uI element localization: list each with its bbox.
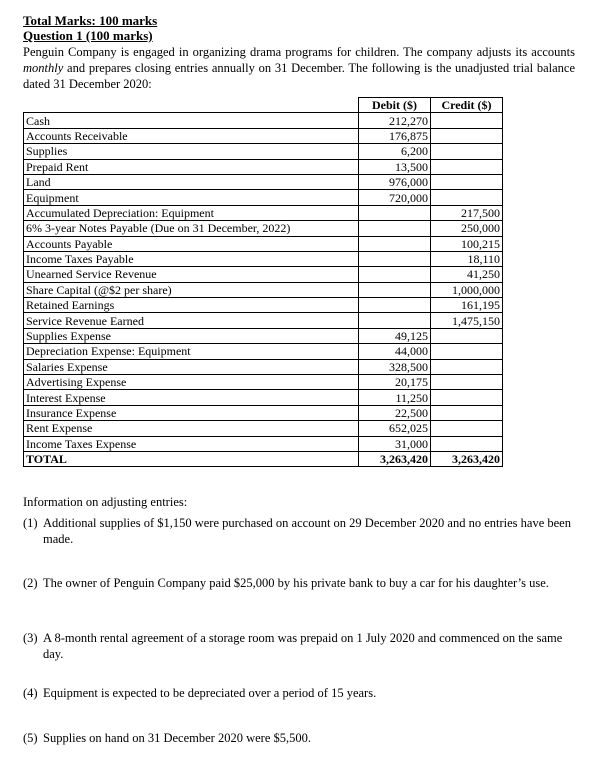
- table-row: [24, 405, 503, 420]
- debit-cell: [359, 236, 431, 251]
- total-debit: 3,263,420: [359, 451, 431, 466]
- credit-cell: [431, 328, 503, 343]
- table-row: [24, 282, 503, 297]
- credit-header: Credit ($): [431, 98, 503, 113]
- account-cell: Prepaid Rent: [24, 159, 359, 174]
- table-row: [24, 144, 503, 159]
- debit-cell: 31,000: [359, 436, 431, 451]
- entry-text: The owner of Penguin Company paid $25,000 by his private bank to buy a car for his daughter’s use.: [43, 576, 549, 590]
- debit-cell: 652,025: [359, 421, 431, 436]
- account-cell: Accumulated Depreciation: Equipment: [24, 205, 359, 220]
- table-row: [24, 375, 503, 390]
- credit-cell: 100,215: [431, 236, 503, 251]
- entry-number: (4): [23, 686, 38, 700]
- account-cell: Advertising Expense: [24, 375, 359, 390]
- table-row: [24, 174, 503, 189]
- credit-cell: 1,000,000: [431, 282, 503, 297]
- debit-header: Debit ($): [359, 98, 431, 113]
- credit-cell: 217,500: [431, 205, 503, 220]
- credit-cell: [431, 359, 503, 374]
- account-cell: Supplies: [24, 144, 359, 159]
- credit-cell: [431, 174, 503, 189]
- credit-cell: [431, 128, 503, 143]
- credit-cell: [431, 436, 503, 451]
- intro-emphasis: monthly: [23, 61, 64, 75]
- credit-cell: 161,195: [431, 298, 503, 313]
- total-credit: 3,263,420: [431, 451, 503, 466]
- debit-cell: 13,500: [359, 159, 431, 174]
- credit-cell: [431, 421, 503, 436]
- account-cell: 6% 3-year Notes Payable (Due on 31 December, 2022): [24, 221, 359, 236]
- info-heading: Information on adjusting entries:: [23, 495, 188, 509]
- adjusting-entry: [23, 685, 575, 701]
- debit-cell: 176,875: [359, 128, 431, 143]
- account-cell: Equipment: [24, 190, 359, 205]
- debit-cell: 328,500: [359, 359, 431, 374]
- total-marks-heading: Total Marks: 100 marks: [23, 13, 158, 28]
- trial-balance-body: [24, 113, 503, 467]
- debit-cell: 212,270: [359, 113, 431, 128]
- debit-cell: [359, 221, 431, 236]
- account-cell: Accounts Payable: [24, 236, 359, 251]
- question-heading: Question 1 (100 marks): [23, 28, 153, 43]
- account-cell: Accounts Receivable: [24, 128, 359, 143]
- account-cell: Cash: [24, 113, 359, 128]
- entry-number: (1): [23, 516, 38, 530]
- table-row: [24, 236, 503, 251]
- account-cell: Insurance Expense: [24, 405, 359, 420]
- table-row: [24, 251, 503, 266]
- table-row: [24, 221, 503, 236]
- credit-cell: [431, 159, 503, 174]
- credit-cell: [431, 113, 503, 128]
- table-row: [24, 390, 503, 405]
- credit-cell: 250,000: [431, 221, 503, 236]
- credit-cell: 41,250: [431, 267, 503, 282]
- adjusting-entry: [23, 515, 575, 547]
- debit-cell: [359, 313, 431, 328]
- table-row: [24, 267, 503, 282]
- table-row: [24, 128, 503, 143]
- entry-number: (5): [23, 731, 38, 745]
- account-cell: Unearned Service Revenue: [24, 267, 359, 282]
- account-cell: Interest Expense: [24, 390, 359, 405]
- table-row: [24, 359, 503, 374]
- account-cell: Land: [24, 174, 359, 189]
- debit-cell: [359, 282, 431, 297]
- credit-cell: 18,110: [431, 251, 503, 266]
- adjusting-entry: [23, 630, 575, 662]
- question-intro: [23, 44, 575, 92]
- table-row: [24, 113, 503, 128]
- adjusting-entry: [23, 575, 575, 591]
- credit-cell: [431, 144, 503, 159]
- intro-text-2: and prepares closing entries annually on 31 December. The following is the unadjusted trial balance dated 31 December 2020:: [23, 61, 575, 91]
- account-cell: Income Taxes Expense: [24, 436, 359, 451]
- debit-cell: 976,000: [359, 174, 431, 189]
- entry-text: Additional supplies of $1,150 were purchased on account on 29 December 2020 and no entries have been made.: [43, 516, 571, 546]
- account-cell: Salaries Expense: [24, 359, 359, 374]
- credit-cell: [431, 405, 503, 420]
- table-row: [24, 436, 503, 451]
- account-header-blank: [24, 98, 359, 113]
- debit-cell: 6,200: [359, 144, 431, 159]
- entry-text: Supplies on hand on 31 December 2020 were $5,500.: [43, 731, 311, 745]
- table-row: [24, 205, 503, 220]
- debit-cell: 22,500: [359, 405, 431, 420]
- total-row: [24, 451, 503, 466]
- account-cell: Retained Earnings: [24, 298, 359, 313]
- debit-cell: 11,250: [359, 390, 431, 405]
- entry-number: (3): [23, 631, 38, 645]
- table-row: [24, 159, 503, 174]
- entry-number: (2): [23, 576, 38, 590]
- table-row: [24, 344, 503, 359]
- debit-cell: 720,000: [359, 190, 431, 205]
- debit-cell: 49,125: [359, 328, 431, 343]
- entry-text: A 8-month rental agreement of a storage room was prepaid on 1 July 2020 and commenced on the same day.: [43, 631, 563, 661]
- credit-cell: [431, 375, 503, 390]
- trial-balance-table: [23, 97, 503, 467]
- debit-cell: [359, 251, 431, 266]
- debit-cell: [359, 267, 431, 282]
- table-row: [24, 298, 503, 313]
- account-cell: Rent Expense: [24, 421, 359, 436]
- intro-text-1: Penguin Company is engaged in organizing drama programs for children. The company adjusts its accounts: [23, 45, 575, 59]
- credit-cell: [431, 344, 503, 359]
- credit-cell: [431, 390, 503, 405]
- account-cell: Income Taxes Payable: [24, 251, 359, 266]
- entry-text: Equipment is expected to be depreciated over a period of 15 years.: [43, 686, 377, 700]
- table-row: [24, 421, 503, 436]
- debit-cell: 20,175: [359, 375, 431, 390]
- account-cell: Depreciation Expense: Equipment: [24, 344, 359, 359]
- table-header-row: [24, 98, 503, 113]
- credit-cell: [431, 190, 503, 205]
- credit-cell: 1,475,150: [431, 313, 503, 328]
- account-cell: Service Revenue Earned: [24, 313, 359, 328]
- total-label: TOTAL: [24, 451, 359, 466]
- table-row: [24, 190, 503, 205]
- debit-cell: 44,000: [359, 344, 431, 359]
- debit-cell: [359, 205, 431, 220]
- adjusting-entry: [23, 730, 575, 746]
- table-row: [24, 313, 503, 328]
- table-row: [24, 328, 503, 343]
- account-cell: Share Capital (@$2 per share): [24, 282, 359, 297]
- account-cell: Supplies Expense: [24, 328, 359, 343]
- debit-cell: [359, 298, 431, 313]
